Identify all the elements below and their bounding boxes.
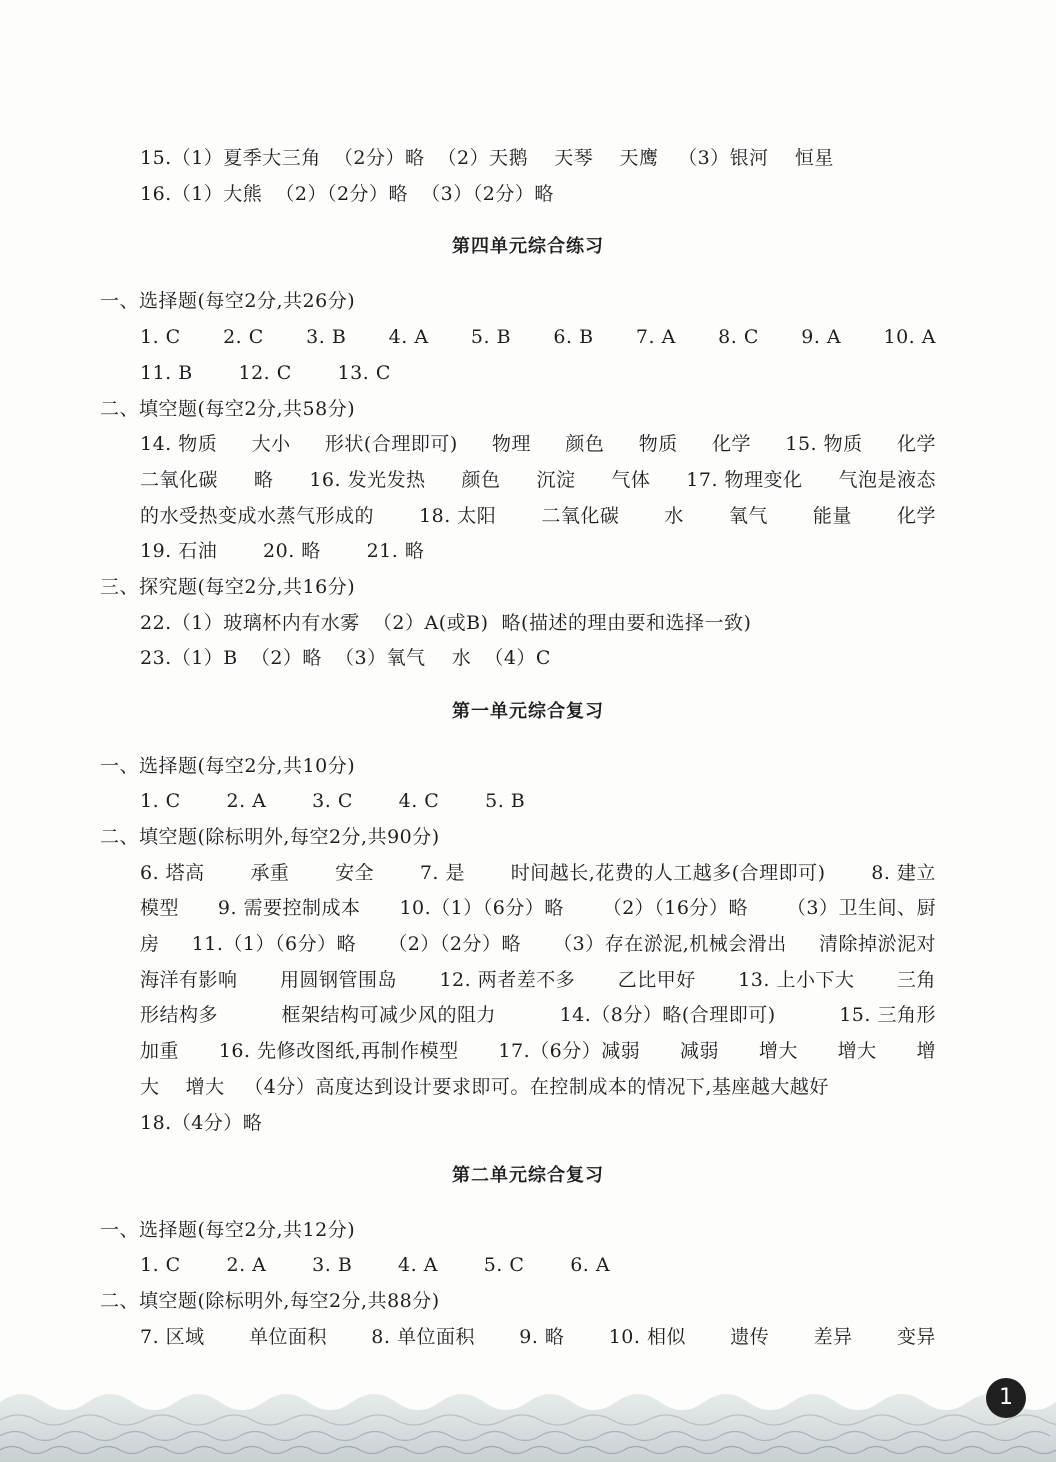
answer-item: 差异 (813, 1326, 853, 1348)
answer-line (140, 1033, 936, 1069)
answer-item: 5. B (470, 326, 512, 348)
question-type-label: 一、选择题(每空2分,共10分) (100, 755, 356, 777)
answer-line: 大 增大 （4分）高度达到设计要求即可。在控制成本的情况下,基座越大越好 (140, 1076, 829, 1098)
answer-item: 大小 (251, 433, 291, 455)
answer-item: 17.（6分）减弱 (498, 1040, 641, 1062)
answer-line (140, 855, 936, 891)
answer-item: 二氧化碳 (541, 505, 620, 527)
answer-item: 单位面积 (248, 1326, 327, 1348)
answer-item: 减弱 (680, 1040, 720, 1062)
answer-item: 化学 (896, 433, 936, 455)
choice-answers-row: 1. C 2. A 3. C 4. C 5. B (140, 790, 526, 812)
answer-item: 10.（1）（6分）略 (399, 897, 564, 919)
answer-line (140, 1319, 936, 1355)
answer-item: 13. 上小下大 (738, 969, 855, 991)
question-type-label: 三、探究题(每空2分,共16分) (100, 576, 356, 598)
answer-line: 22.（1）玻璃杯内有水雾 （2）A(或B) 略(描述的理由要和选择一致) (140, 612, 752, 634)
answer-item: 增大 (837, 1040, 877, 1062)
answer-item: 9. A (801, 326, 842, 348)
answer-item: 16. 先修改图纸,再制作模型 (218, 1040, 459, 1062)
answer-item: 二氧化碳 (140, 469, 219, 491)
answer-item: 14. 物质 (140, 433, 218, 455)
answer-item: 7. 区域 (140, 1326, 205, 1348)
answer-item: 10. 相似 (608, 1326, 686, 1348)
answer-line (140, 997, 936, 1033)
answer-line (140, 962, 936, 998)
wave-decoration (0, 1372, 1056, 1462)
answer-item: 能量 (812, 505, 852, 527)
answer-item: 承重 (250, 862, 290, 884)
choice-answers-row: 1. C 2. A 3. B 4. A 5. C 6. A (140, 1254, 611, 1276)
answer-item: 房 (140, 933, 160, 955)
answer-item: 16. 发光发热 (309, 469, 426, 491)
answer-item: 6. 塔高 (140, 862, 205, 884)
answer-item: 略 (253, 469, 274, 491)
answer-item: 8. 单位面积 (371, 1326, 475, 1348)
question-type-label: 一、选择题(每空2分,共12分) (100, 1219, 356, 1241)
answer-item: 乙比甲好 (617, 969, 696, 991)
answer-item: 遗传 (730, 1326, 770, 1348)
answer-item: 加重 (140, 1040, 180, 1062)
answer-item: （2）（2分）略 (388, 933, 521, 955)
answer-item: 化学 (896, 505, 936, 527)
answer-item: 物理 (492, 433, 532, 455)
choice-answers-row: 11. B 12. C 13. C (140, 362, 391, 384)
question-type-label: 二、填空题(除标明外,每空2分,共90分) (100, 826, 440, 848)
answer-line: 16.（1）大熊 （2）（2分）略 （3）（2分）略 (140, 183, 554, 205)
question-type-label: 二、填空题(每空2分,共58分) (100, 398, 356, 420)
answer-line: 15.（1）夏季大三角 （2分）略 （2）天鹅 天琴 天鹰 （3）银河 恒星 (140, 147, 834, 169)
answer-item: 10. A (883, 326, 936, 348)
answer-item: 氧气 (728, 505, 768, 527)
answer-item: 2. C (223, 326, 264, 348)
answer-item: 9. 需要控制成本 (217, 897, 361, 919)
answer-item: 4. A (388, 326, 429, 348)
answer-item: 9. 略 (519, 1326, 565, 1348)
section-heading: 第四单元综合练习 (452, 236, 604, 257)
answer-item: 气泡是液态 (838, 469, 936, 491)
answer-item: 7. 是 (419, 862, 465, 884)
answer-item: 6. B (553, 326, 594, 348)
answer-line (140, 426, 936, 462)
answer-item: 8. 建立 (871, 862, 936, 884)
question-type-label: 二、填空题(除标明外,每空2分,共88分) (100, 1290, 440, 1312)
answer-item: 17. 物理变化 (686, 469, 803, 491)
answer-item: 3. B (306, 326, 347, 348)
answer-item: 沉淀 (536, 469, 576, 491)
answer-item: 15. 三角形 (839, 1004, 936, 1026)
answer-line: 18.（4分）略 (140, 1112, 263, 1134)
answer-item: 用圆钢管围岛 (279, 969, 397, 991)
answer-item: 安全 (335, 862, 375, 884)
answer-line (140, 890, 936, 926)
answer-line (140, 498, 936, 534)
answer-item: 模型 (140, 897, 180, 919)
answer-item: （2）（16分）略 (602, 897, 748, 919)
answer-item: 11.（1）（6分）略 (191, 933, 357, 955)
answer-item: 颜色 (565, 433, 605, 455)
answer-item: 气体 (611, 469, 651, 491)
choice-answers-row (140, 319, 936, 355)
answer-item: 水 (664, 505, 684, 527)
answer-item: 时间越长,花费的人工越多(合理即可) (510, 862, 826, 884)
answer-item: 海洋有影响 (140, 969, 238, 991)
answer-item: 变异 (896, 1326, 936, 1348)
answer-item: 清除掉淤泥对 (818, 933, 936, 955)
answer-item: 框架结构可减少风的阻力 (281, 1004, 497, 1026)
answer-item: （3）卫生间、厨 (786, 897, 936, 919)
answer-item: 15. 物质 (785, 433, 863, 455)
answer-item: 14.（8分）略(合理即可) (559, 1004, 776, 1026)
answer-item: 1. C (140, 326, 181, 348)
section-heading: 第一单元综合复习 (452, 701, 604, 722)
answer-line: 19. 石油 20. 略 21. 略 (140, 540, 425, 562)
answer-item: 7. A (635, 326, 676, 348)
answer-line: 23.（1）B （2）略 （3）氧气 水 （4）C (140, 647, 551, 669)
answer-item: 18. 太阳 (419, 505, 497, 527)
answer-item: 物质 (638, 433, 678, 455)
answer-item: 增大 (758, 1040, 798, 1062)
answer-item: 增 (916, 1040, 936, 1062)
question-type-label: 一、选择题(每空2分,共26分) (100, 290, 356, 312)
answer-line (140, 462, 936, 498)
answer-line (140, 926, 936, 962)
answer-item: 三角 (896, 969, 936, 991)
answer-item: 形结构多 (140, 1004, 219, 1026)
answer-item: （3）存在淤泥,机械会滑出 (553, 933, 787, 955)
section-heading: 第二单元综合复习 (452, 1165, 604, 1186)
answer-item: 8. C (718, 326, 759, 348)
answer-item: 12. 两者差不多 (439, 969, 576, 991)
page-number: 1 (986, 1378, 1026, 1418)
answer-item: 的水受热变成水蒸气形成的 (140, 505, 375, 527)
answer-item: 化学 (712, 433, 752, 455)
answer-item: 形状(合理即可) (324, 433, 458, 455)
answer-item: 颜色 (461, 469, 501, 491)
